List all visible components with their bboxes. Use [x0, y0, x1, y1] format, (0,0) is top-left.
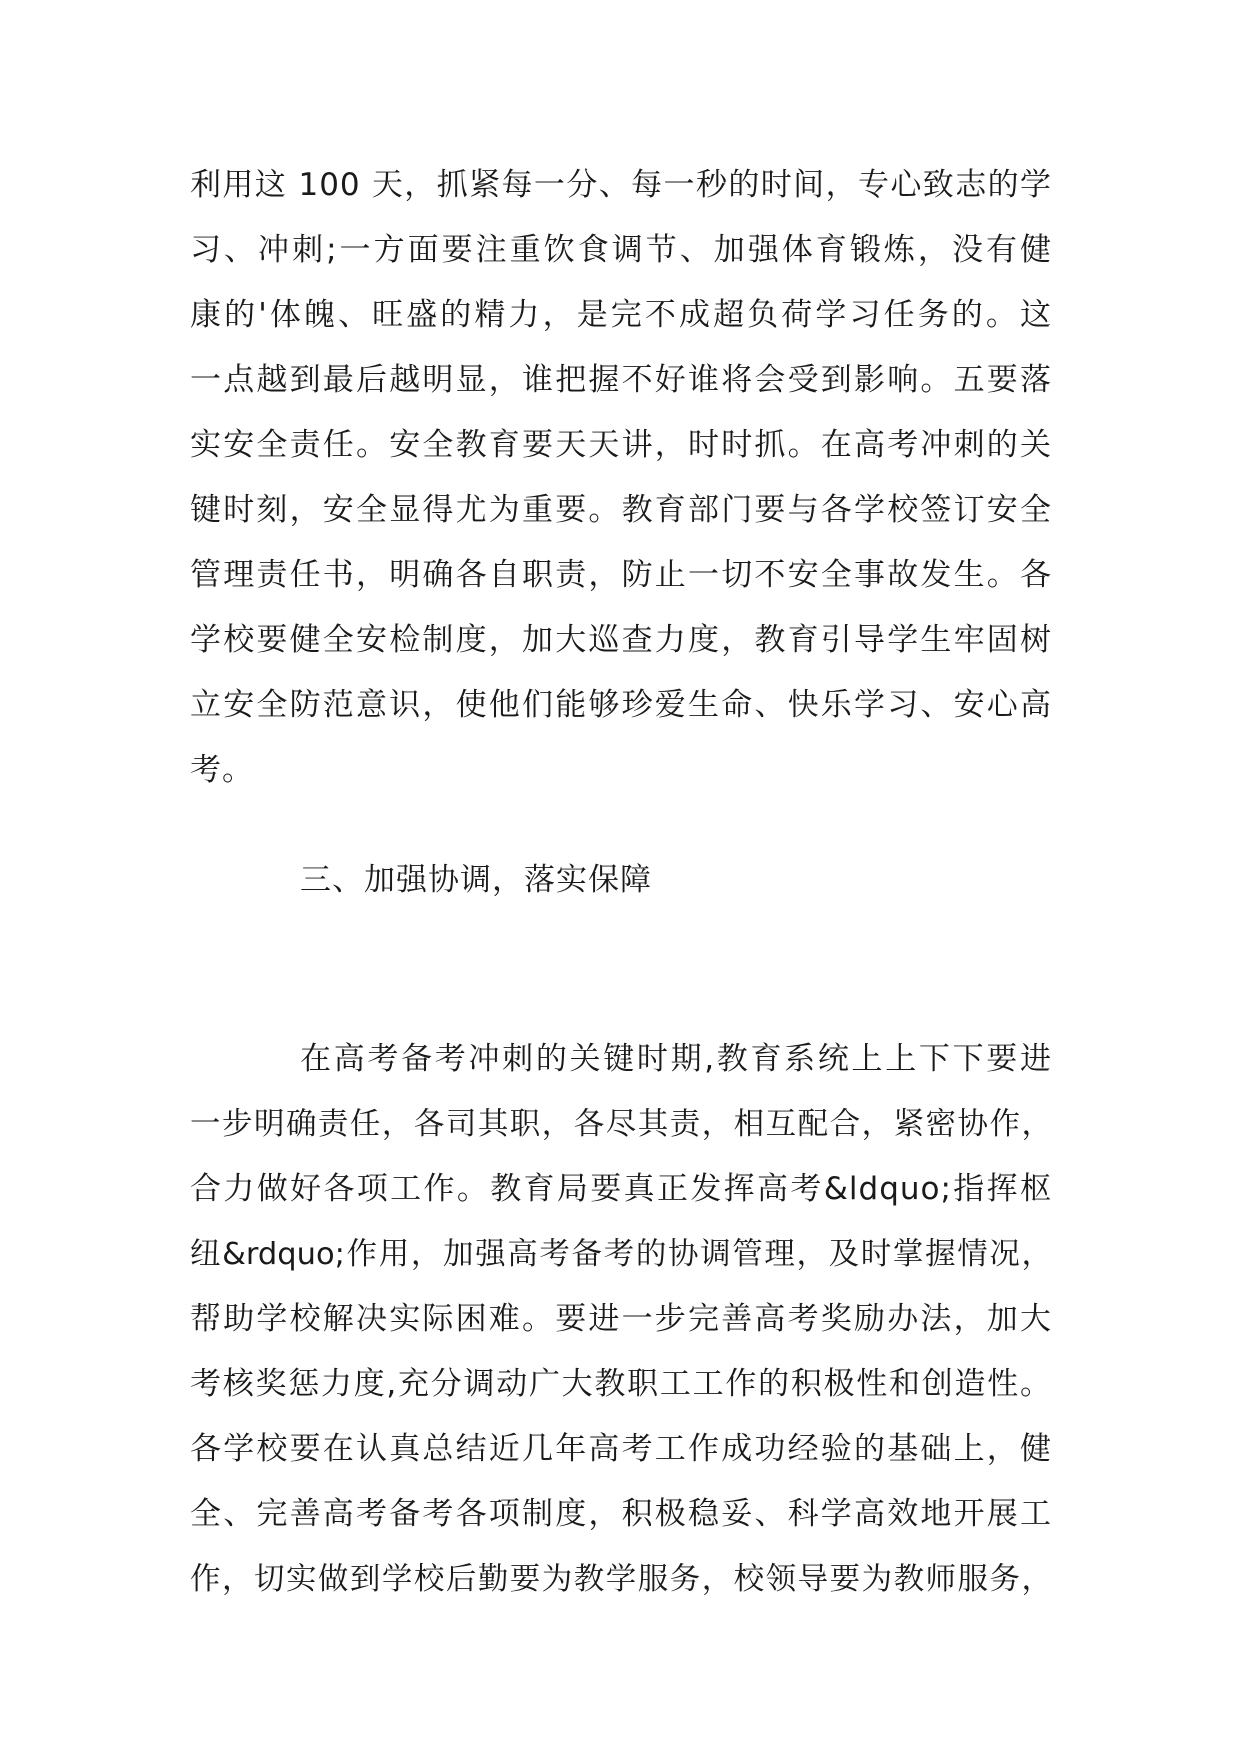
paragraph-line: 习、冲刺;一方面要注重饮食调节、加强体育锻炼，没有健 — [190, 232, 1052, 268]
body-paragraph — [190, 153, 1052, 803]
section-heading-block — [190, 848, 1052, 913]
paragraph-line: 利用这 100 天，抓紧每一分、每一秒的时间，专心致志的学 — [190, 167, 1052, 203]
paragraph-line: 实安全责任。安全教育要天天讲，时时抓。在高考冲刺的关 — [190, 427, 1052, 463]
paragraph-line: 全、完善高考备考各项制度，积极稳妥、科学高效地开展工 — [190, 1496, 1052, 1532]
paragraph-line: 合力做好各项工作。教育局要真正发挥高考&ldquo;指挥枢 — [190, 1171, 1052, 1207]
paragraph-line: 康的'体魄、旺盛的精力，是完不成超负荷学习任务的。这 — [190, 297, 1052, 333]
paragraph-line: 作，切实做到学校后勤要为教学服务，校领导要为教师服务， — [190, 1562, 1052, 1597]
paragraph-line: 键时刻，安全显得尤为重要。教育部门要与各学校签订安全 — [190, 492, 1052, 528]
paragraph-line: 学校要健全安检制度，加大巡查力度，教育引导学生牢固树 — [190, 622, 1052, 658]
paragraph-line: 各学校要在认真总结近几年高考工作成功经验的基础上，健 — [190, 1431, 1052, 1467]
paragraph-line: 管理责任书，明确各自职责，防止一切不安全事故发生。各 — [190, 557, 1052, 593]
paragraph-line: 在高考备考冲刺的关键时期,教育系统上上下下要进 — [300, 1041, 1052, 1077]
paragraph-line: 考核奖惩力度,充分调动广大教职工工作的积极性和创造性。 — [190, 1366, 1052, 1402]
paragraph-line: 帮助学校解决实际困难。要进一步完善高考奖励办法，加大 — [190, 1301, 1052, 1337]
paragraph-line: 一点越到最后越明显，谁把握不好谁将会受到影响。五要落 — [190, 362, 1052, 398]
section-heading: 三、加强协调，落实保障 — [300, 862, 652, 898]
body-paragraph — [190, 1027, 1052, 1612]
paragraph-line: 纽&rdquo;作用，加强高考备考的协调管理，及时掌握情况， — [190, 1237, 1052, 1272]
paragraph-line: 一步明确责任，各司其职，各尽其责，相互配合，紧密协作， — [190, 1107, 1052, 1142]
paragraph-line: 考。 — [190, 752, 254, 788]
paragraph-line: 立安全防范意识，使他们能够珍爱生命、快乐学习、安心高 — [190, 687, 1052, 723]
